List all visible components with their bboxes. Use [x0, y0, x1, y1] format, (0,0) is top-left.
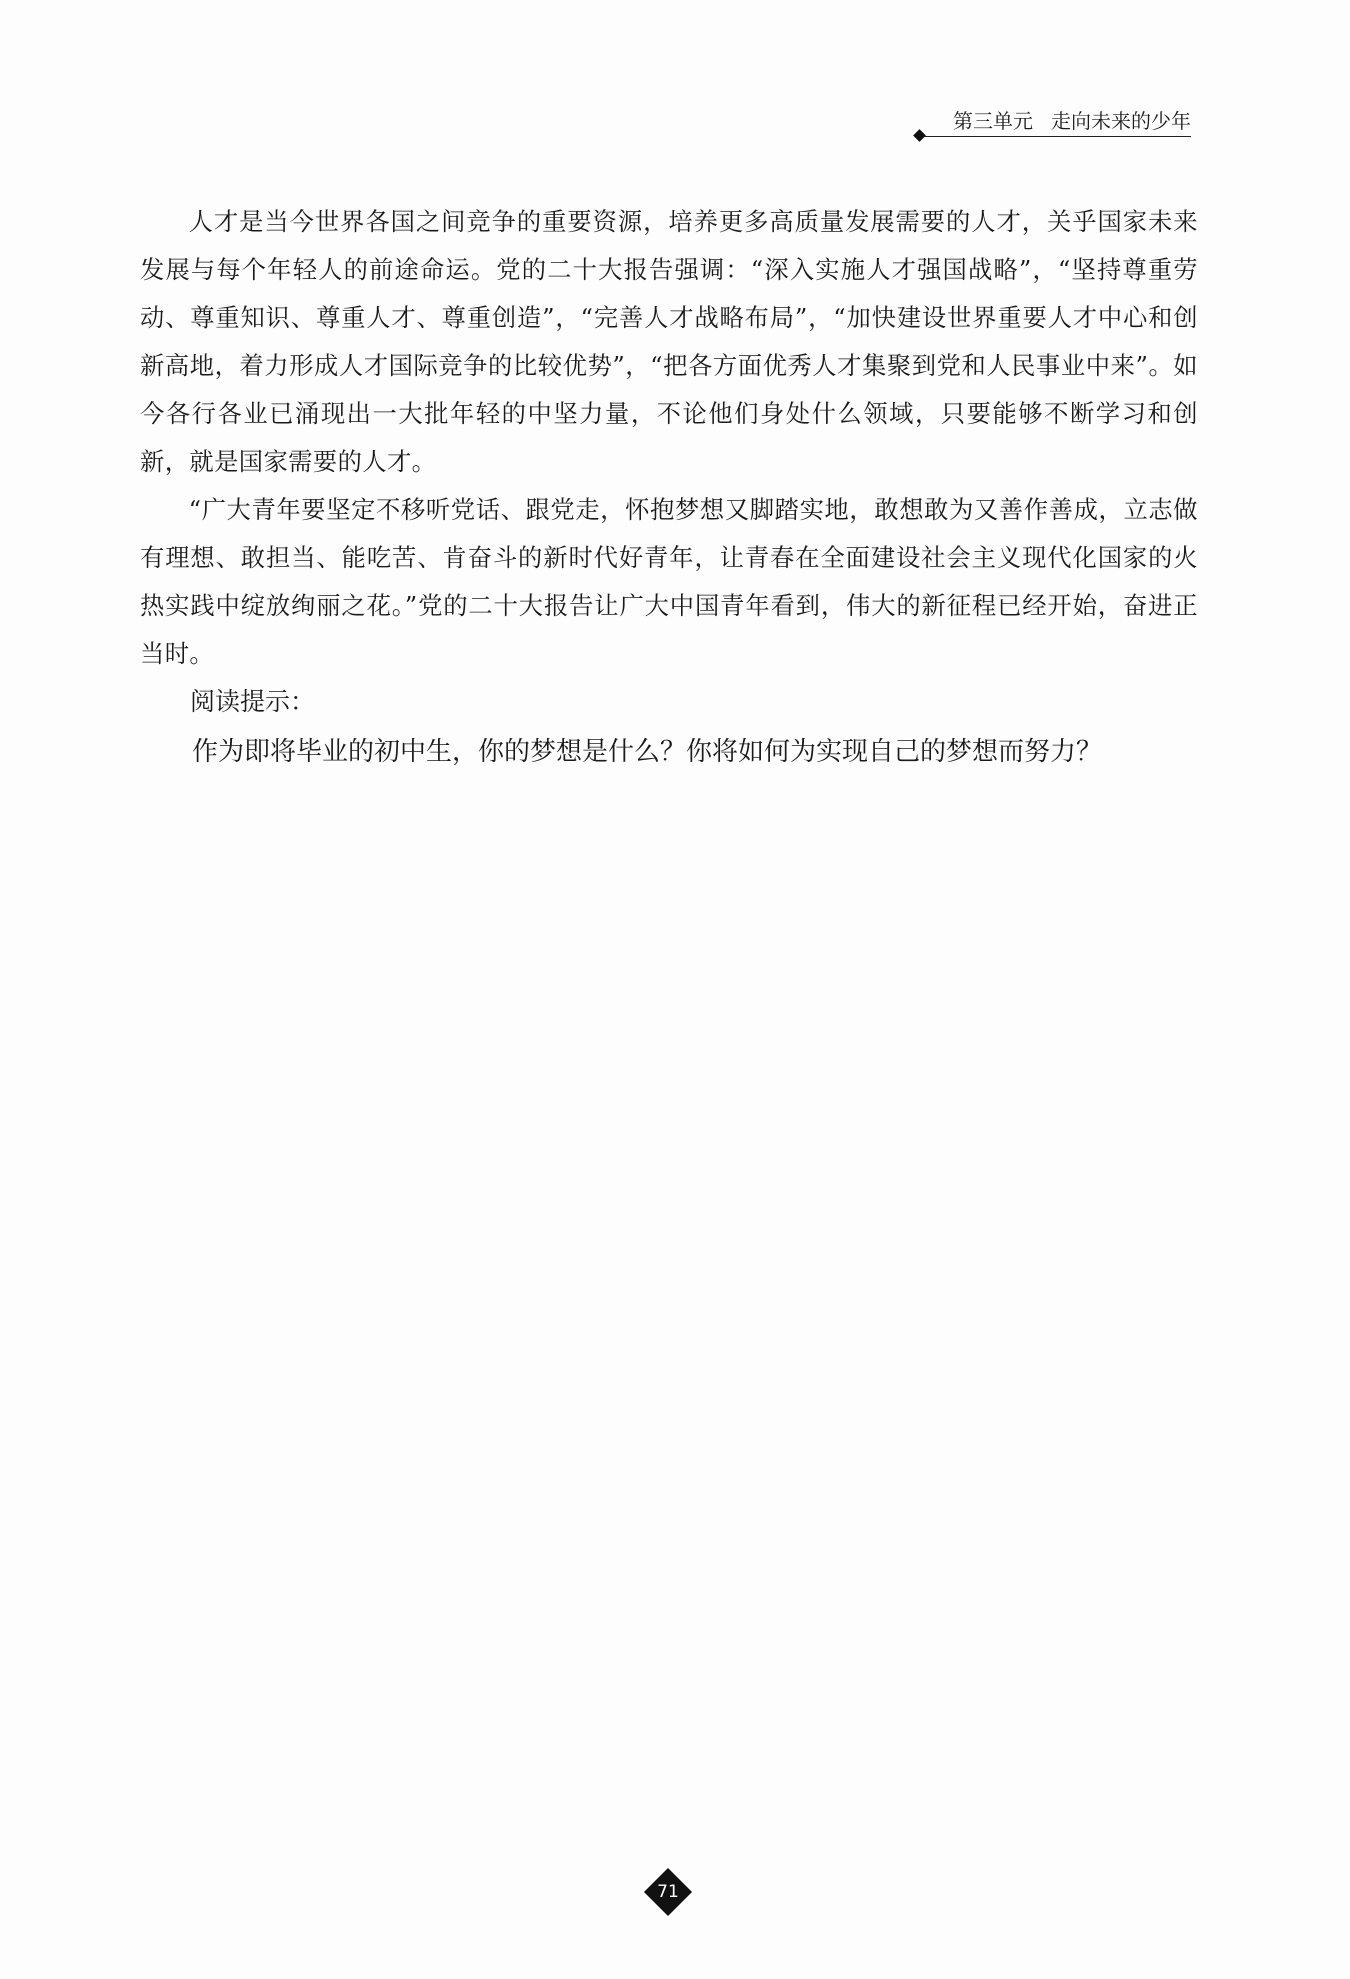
page-number-badge — [644, 1868, 692, 1916]
running-header — [915, 108, 1191, 142]
header-rule — [923, 136, 1191, 137]
diamond-bullet-icon — [913, 129, 926, 142]
body-text — [140, 198, 1198, 778]
reading-prompt-question: 作为即将毕业的初中生，你的梦想是什么？你将如何为实现自己的梦想而努力？ — [192, 737, 1103, 767]
paragraph-talent: 人才是当今世界各国之间竞争的重要资源，培养更多高质量发展需要的人才，关乎国家未来发展与每个年轻人的前途命运。党的二十大报告强调：“深入实施人才强国战略”，“坚持尊重劳动、尊重知识、尊重人才、尊重创造”，“完善人才战略布局”，“加快建设世界重要人才中心和创新高地，着力形成人才国际竞争的比较优势”，“把各方面优秀人才集聚到党和人民事业中来”。如今各行各业已涌现出一大批年轻的中坚力量，不论他们身处什么领域，只要能够不断学习和创新，就是国家需要的人才。 — [140, 207, 1198, 476]
paragraph-youth: “广大青年要坚定不移听党话、跟党走，怀抱梦想又脚踏实地，敢想敢为又善作善成，立志做有理想、敢担当、能吃苦、肯奋斗的新时代好青年，让青春在全面建设社会主义现代化国家的火热实践中绽放绚丽之花。”党的二十大报告让广大中国青年看到，伟大的新征程已经开始，奋进正当时。 — [140, 495, 1198, 668]
header-unit: 第三单元 — [953, 109, 1033, 133]
page-number: 71 — [657, 1882, 679, 1902]
header-title: 走向未来的少年 — [1051, 109, 1191, 133]
header-text — [953, 108, 1191, 134]
reading-prompt-label: 阅读提示： — [190, 687, 316, 716]
